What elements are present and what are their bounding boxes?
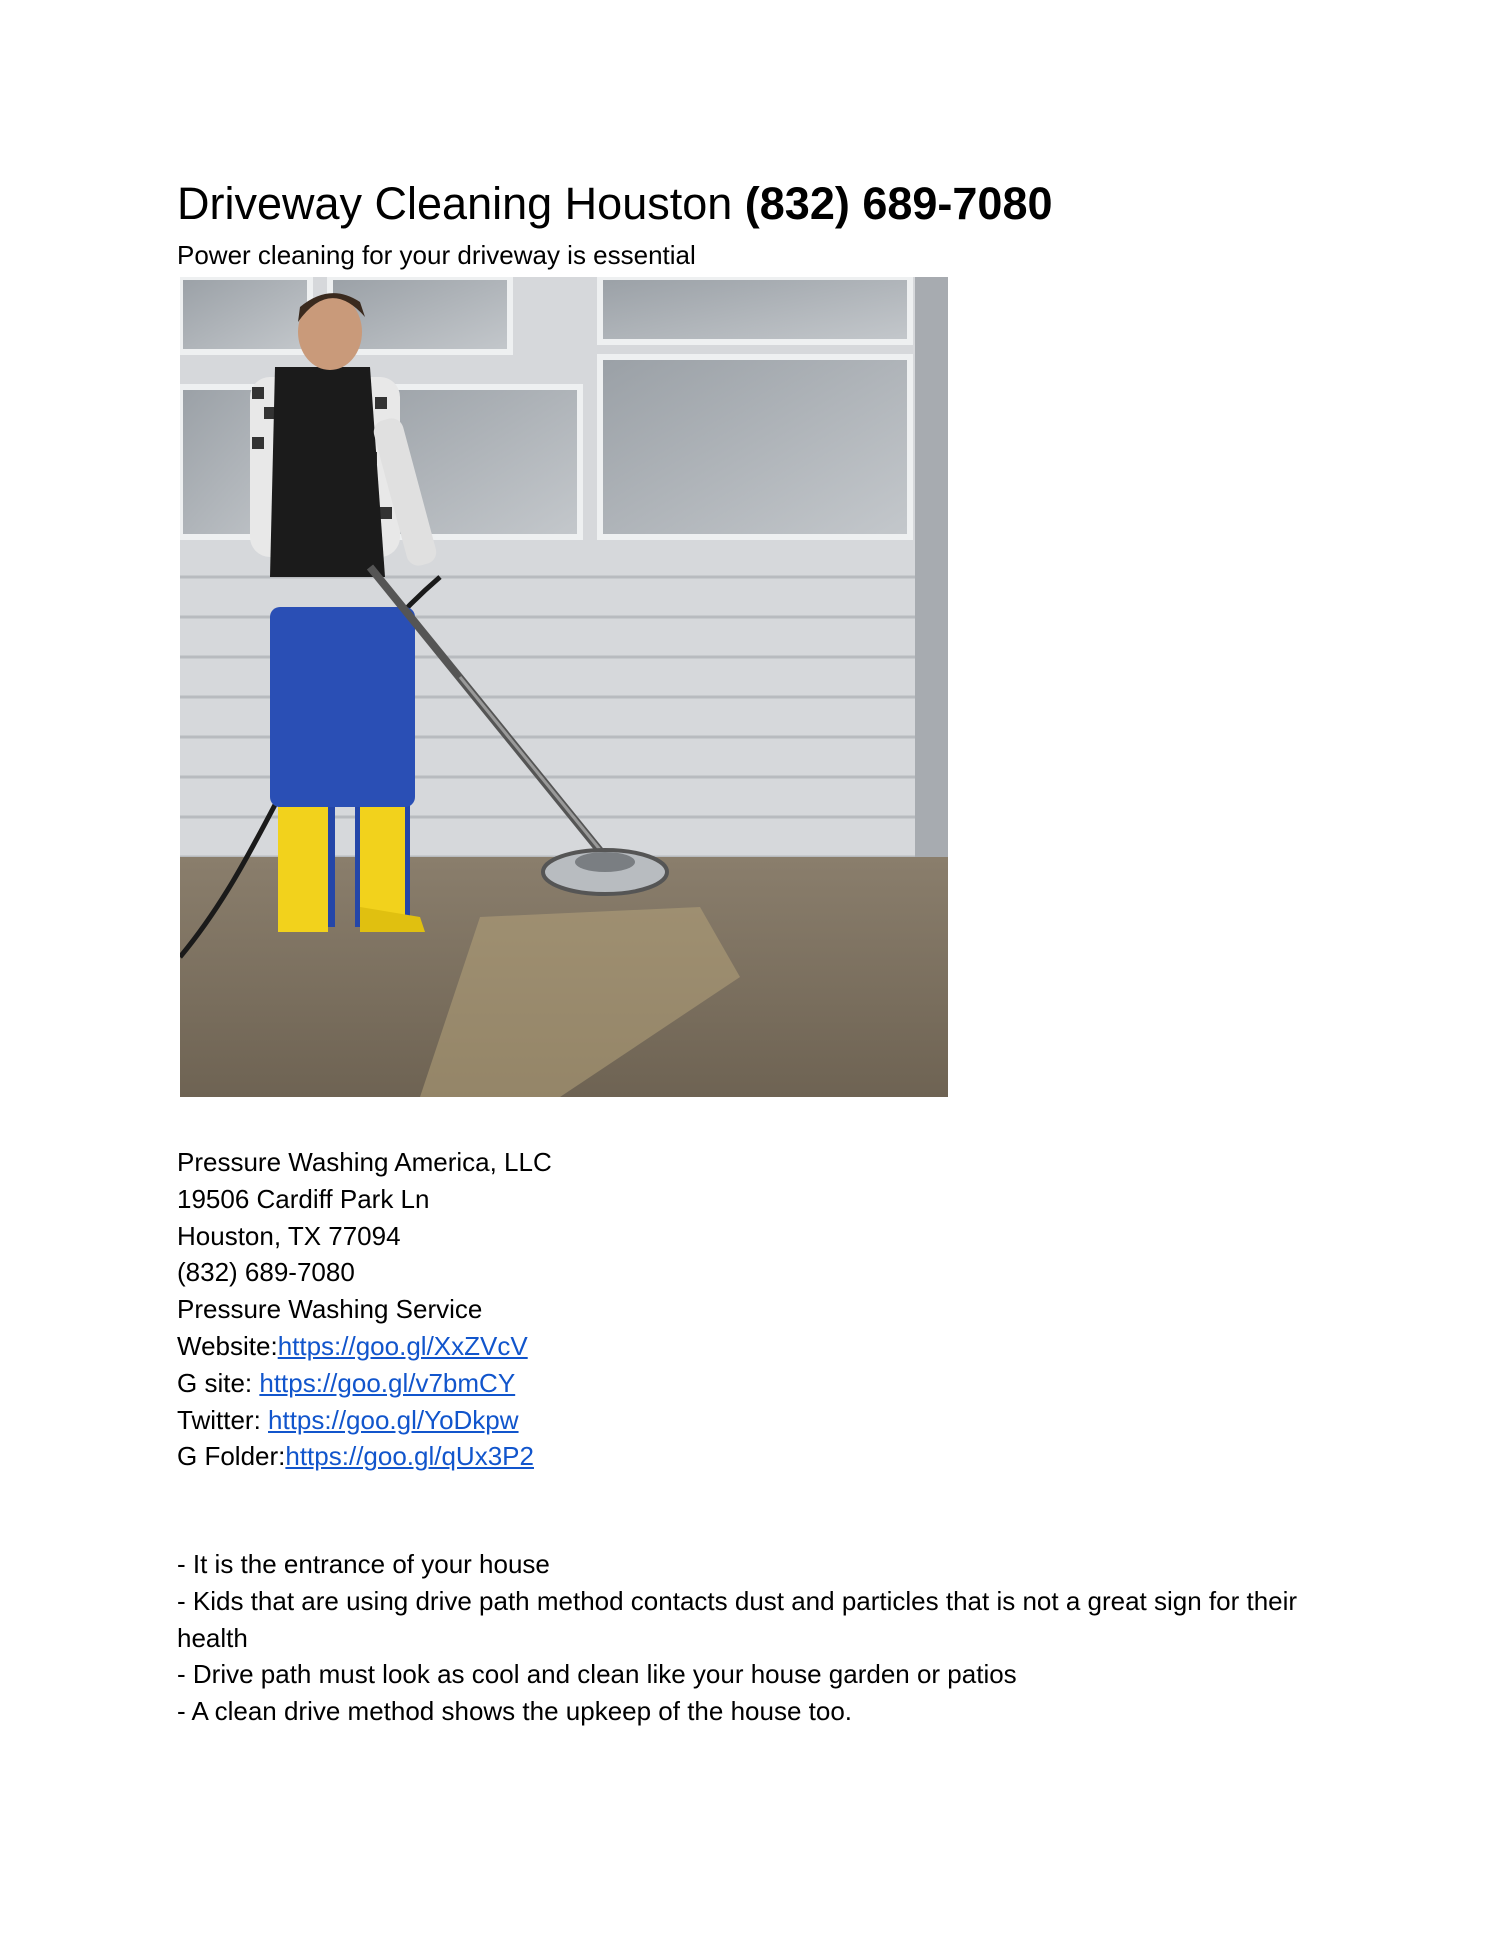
gsite-line — [177, 1365, 552, 1402]
pressure-washing-photo — [180, 277, 948, 1097]
business-info — [177, 1144, 552, 1475]
list-item: - Kids that are using drive path method contacts dust and particles that is not a great sign for their health — [177, 1585, 1298, 1653]
title-text: Driveway Cleaning Houston — [177, 178, 745, 229]
twitter-label: Twitter: — [177, 1404, 269, 1435]
list-item: - Drive path must look as cool and clean like your house garden or patios — [177, 1659, 1017, 1690]
gfolder-link[interactable]: https://goo.gl/qUx3P2 — [285, 1441, 534, 1472]
business-name: Pressure Washing America, LLC — [177, 1147, 552, 1177]
gfolder-line — [177, 1438, 552, 1475]
list-item: - A clean drive method shows the upkeep of the house too. — [177, 1696, 852, 1727]
website-link[interactable]: https://goo.gl/XxZVcV — [277, 1330, 528, 1361]
page-title — [177, 176, 1053, 232]
page-subtitle: Power cleaning for your driveway is essential — [177, 240, 696, 270]
website-line — [177, 1328, 552, 1365]
twitter-line — [177, 1402, 552, 1439]
gsite-label: G site: — [177, 1367, 260, 1398]
gsite-link[interactable]: https://goo.gl/v7bmCY — [259, 1367, 516, 1398]
twitter-link[interactable]: https://goo.gl/YoDkpw — [268, 1404, 519, 1435]
gfolder-label: G Folder: — [177, 1441, 286, 1472]
list-item: - It is the entrance of your house — [177, 1549, 550, 1579]
business-phone: (832) 689-7080 — [177, 1257, 355, 1288]
business-category: Pressure Washing Service — [177, 1294, 483, 1325]
title-phone: (832) 689-7080 — [744, 178, 1053, 229]
benefits-list — [177, 1546, 1307, 1730]
business-street: 19506 Cardiff Park Ln — [177, 1183, 430, 1214]
website-label: Website: — [177, 1330, 278, 1361]
business-city: Houston, TX 77094 — [177, 1220, 401, 1251]
